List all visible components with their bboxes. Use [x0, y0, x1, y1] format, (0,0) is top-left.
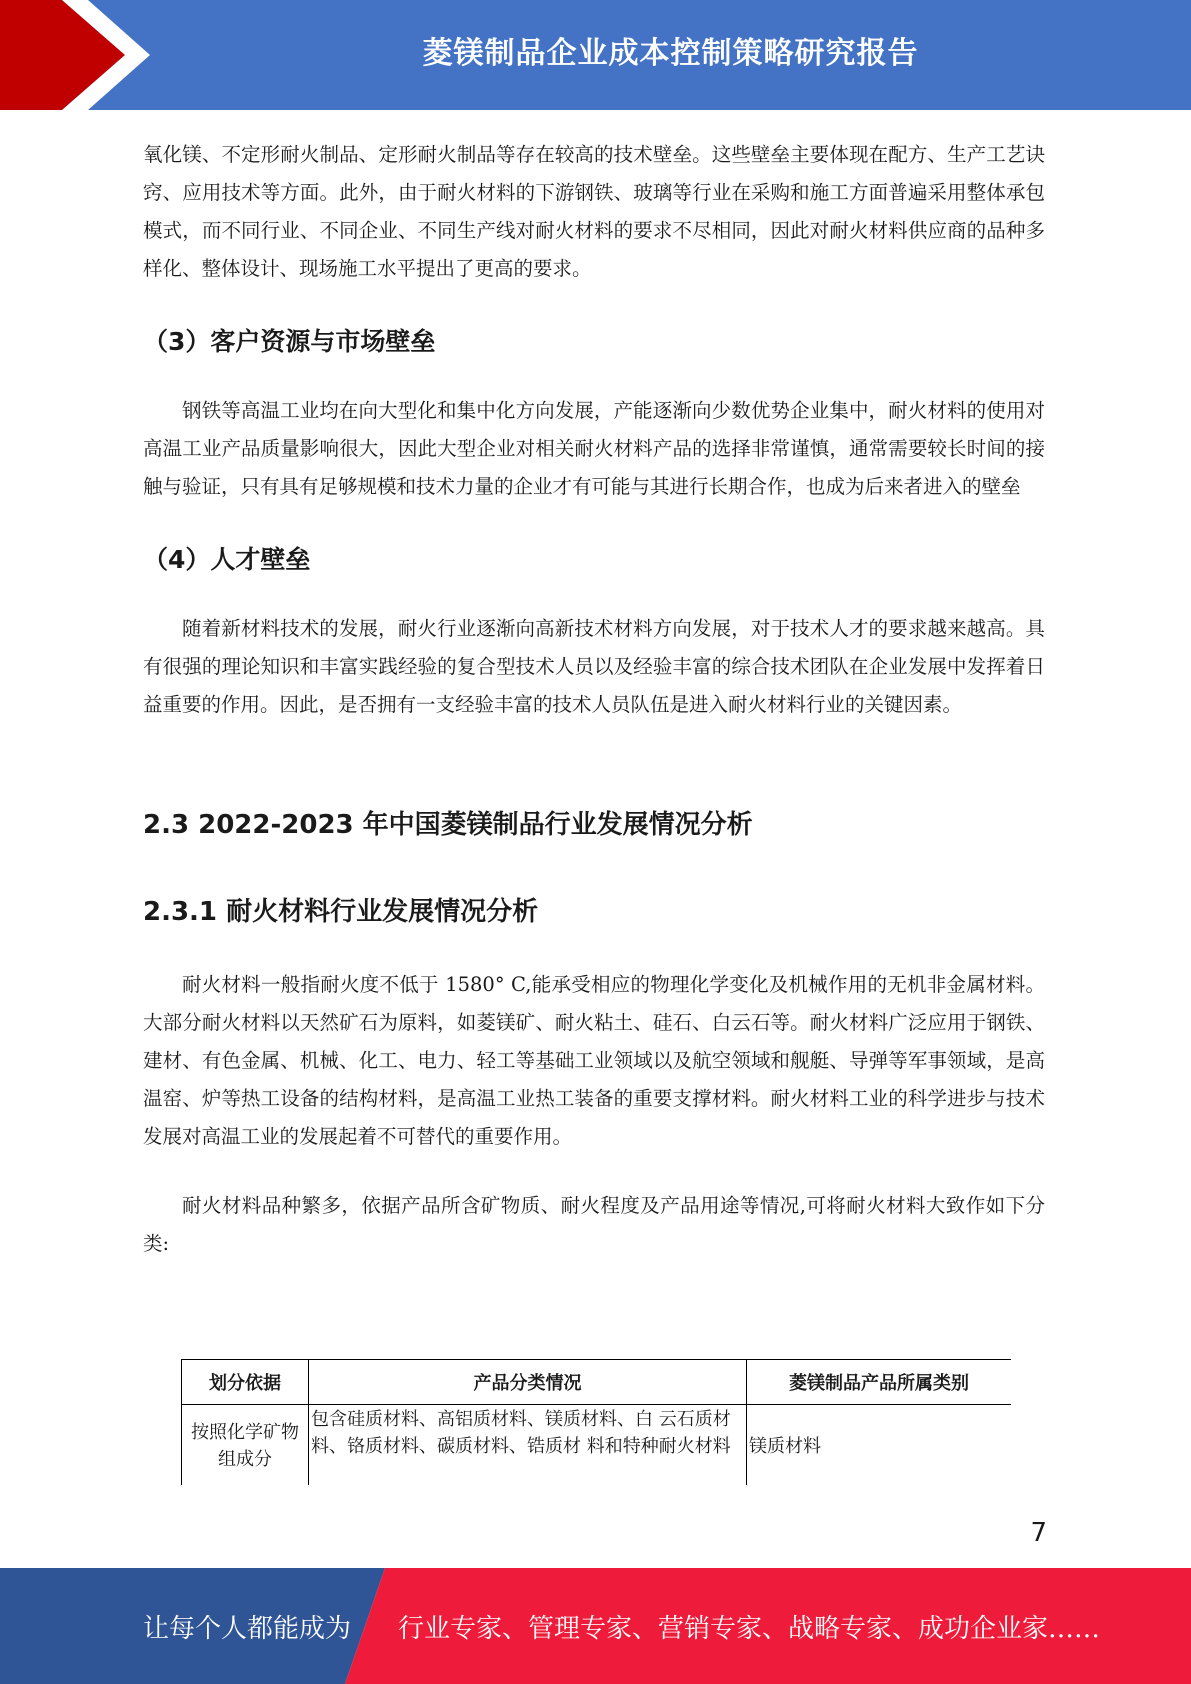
paragraph-customer-market-barrier: 钢铁等高温工业均在向大型化和集中化方向发展，产能逐渐向少数优势企业集中，耐火材料的使用对高温工业产品质量影响很大，因此大型企业对相关耐火材料产品的选择非常谨慎，通常需要较长时间的接触与验证，只有具有足够规模和技术力量的企业才有可能与其进行长期合作，也成为后来者进入的壁垒	[143, 399, 1045, 498]
document-body	[143, 136, 1045, 1263]
page-number: 7	[1030, 1518, 1047, 1548]
table-cell: 镁质材料	[747, 1405, 1012, 1486]
table-header-cell: 菱镁制品产品所属类别	[747, 1360, 1012, 1405]
page-header	[0, 0, 1191, 110]
paragraph-talent-barrier: 随着新材料技术的发展，耐火行业逐渐向高新技术材料方向发展，对于技术人才的要求越来越高。具有很强的理论知识和丰富实践经验的复合型技术人员以及经验丰富的综合技术团队在企业发展中发挥着日益重要的作用。因此，是否拥有一支经验丰富的技术人员队伍是进入耐火材料行业的关键因素。	[143, 617, 1045, 716]
table-header-row	[182, 1360, 1012, 1405]
heading-talent-barrier: （4）人才壁垒	[143, 545, 311, 574]
footer-slogan-right: 行业专家、管理专家、营销专家、战略专家、成功企业家……	[398, 1613, 1101, 1644]
table-header-cell: 划分依据	[182, 1360, 309, 1405]
section-heading-2-3: 2.3 2022-2023 年中国菱镁制品行业发展情况分析	[143, 810, 753, 840]
report-title: 菱镁制品企业成本控制策略研究报告	[422, 36, 919, 71]
heading-customer-market-barrier: （3）客户资源与市场壁垒	[143, 327, 436, 356]
table-cell: 包含硅质材料、高铝质材料、镁质材料、白 云石质材料、铬质材料、碳质材料、锆质材 料和特种耐火材料	[309, 1405, 747, 1486]
page-footer	[0, 1568, 1191, 1684]
paragraph-technical-barrier: 氧化镁、不定形耐火制品、定形耐火制品等存在较高的技术壁垒。这些壁垒主要体现在配方、生产工艺诀窍、应用技术等方面。此外，由于耐火材料的下游钢铁、玻璃等行业在采购和施工方面普遍采用整体承包模式，而不同行业、不同企业、不同生产线对耐火材料的要求不尽相同，因此对耐火材料供应商的品种多样化、整体设计、现场施工水平提出了更高的要求。	[143, 143, 1045, 280]
header-arrow-decoration	[0, 0, 160, 110]
paragraph-classification-intro: 耐火材料品种繁多，依据产品所含矿物质、耐火程度及产品用途等情况,可将耐火材料大致作如下分类:	[143, 1194, 1045, 1255]
table-row	[182, 1405, 1012, 1486]
paragraph-refractory-overview: 耐火材料一般指耐火度不低于 1580° C,能承受相应的物理化学变化及机械作用的无机非金属材料。大部分耐火材料以天然矿石为原料，如菱镁矿、耐火粘土、硅石、白云石等。耐火材料广泛应用于钢铁、建材、有色金属、机械、化工、电力、轻工等基础工业领域以及航空领域和舰艇、导弹等军事领域，是高温窑、炉等热工设备的结构材料，是高温工业热工装备的重要支撑材料。耐火材料工业的科学进步与技术发展对高温工业的发展起着不可替代的重要作用。	[143, 973, 1045, 1148]
classification-table	[181, 1359, 1011, 1485]
section-heading-2-3-1: 2.3.1 耐火材料行业发展情况分析	[143, 897, 539, 927]
footer-slogan-left: 让每个人都能成为	[143, 1613, 352, 1644]
table-cell: 按照化学矿物组成分	[182, 1405, 309, 1486]
table-header-cell: 产品分类情况	[309, 1360, 747, 1405]
